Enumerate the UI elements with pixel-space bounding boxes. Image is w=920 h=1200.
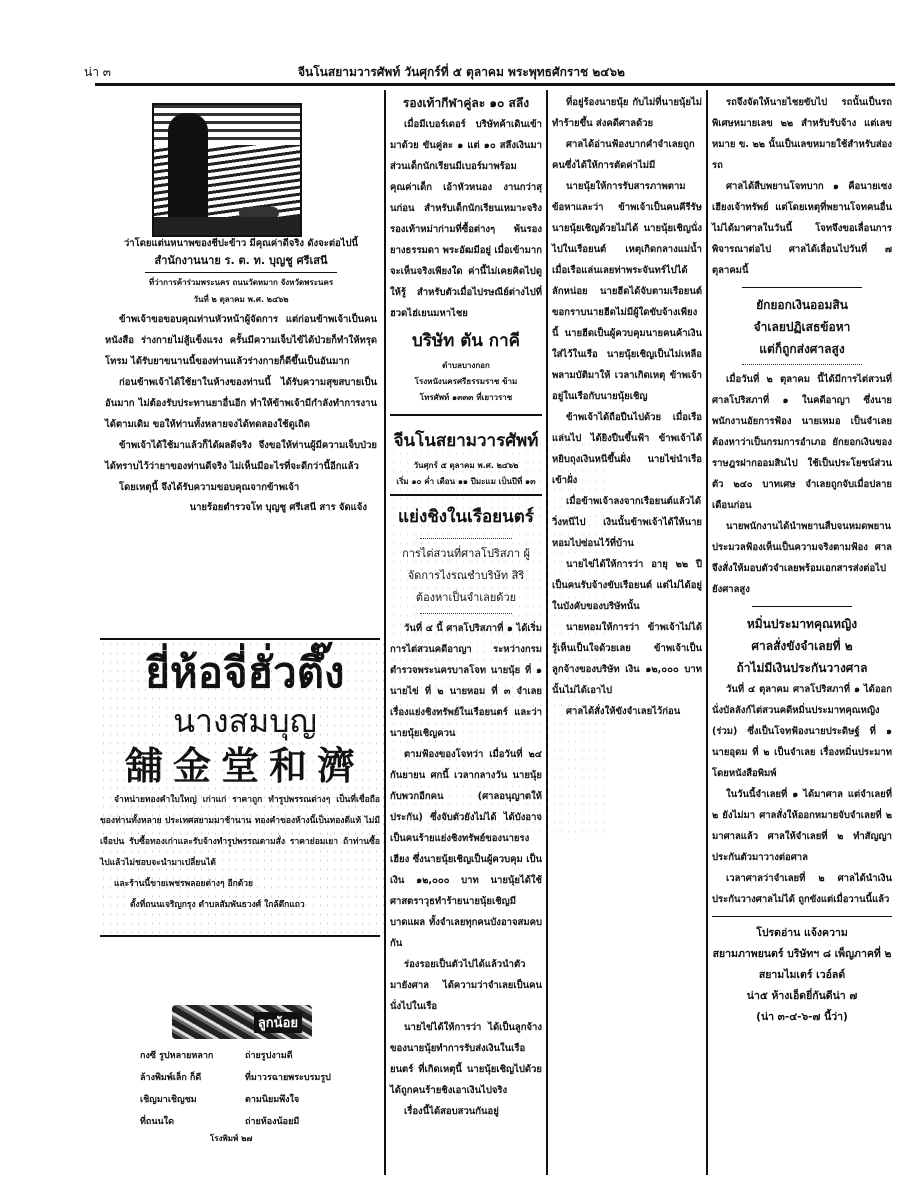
newspaper-issue: เริ่ม ๑๐ ค่ำ เดือน ๑๑ ปีมะแม เป็นปีที่ ๑๓ <box>396 477 536 486</box>
caption-office: สำนักงานนาย ร. ต. ท. บุญชู ศรีเสนี <box>154 254 328 267</box>
dotted-divider <box>742 364 862 365</box>
caption-date: วันที่ ๒ ตุลาคม พ.ศ. ๒๔๖๒ <box>193 295 289 304</box>
ad-paragraphs <box>100 790 380 895</box>
heading-defendant-denies: จำเลยปฏิเสธข้อหา <box>753 320 851 334</box>
article-heading-shoes: รองเท้ากีฬาคู่ละ ๑๐ สลึง <box>402 96 530 110</box>
notice-line: น่า๕ ห้างเอ็ดยี่กันดีน่า ๗ <box>746 990 858 1002</box>
printer-footer: โรงพิมพ์ ๒๗ <box>210 1134 253 1143</box>
dotted-divider <box>420 613 512 614</box>
gold-shop-ad-title <box>110 645 380 791</box>
list-item: ถ่ายรูปงามดี <box>245 1051 293 1061</box>
paragraph: นายพนักงานได้นำพยานสืบจนหมดพยาน ประมวลฟ้องเห็นเป็นความจริงตามฟ้อง ศาลจึงสั่งให้มอบตัวจำเลยพร้อมเอกสารส่งต่อไปยังศาลสูง <box>712 521 892 595</box>
caption-address: ที่ว่าการค้าร่วมพระนคร ถนนวัดหมาก จังหวัดพระนคร <box>148 278 334 287</box>
paragraph: โดยเหตุนี้ จึงได้รับความขอบคุณจากข้าพเจ้า <box>119 482 300 493</box>
paragraph: จำหน่ายทองคำใบใหญ่ เก่าแก่ ราคาถูก ทำรูปพรรณต่างๆ เป็นที่เชื่อถือของท่านทั้งหลาย ประเทศสยามมาช้านาน ทองคำของห้างนี้เป็นทองดีแท้ ไม่มีเจือปน รับซื้อทองเก่าและรับจ้างทำรูปพรรณตามสั่ง ราคาย่อมเยา ถ้าท่านซื้อไปแล้วไม่ชอบจะนำมาเปลี่ยนได้ <box>100 795 380 868</box>
paragraph: เมื่อวันที่ ๒ ตุลาคม นี้ได้มีการไต่สวนที่ศาลโปริสภาที่ ๑ ในคดีอาญา ซึ่งนายพนักงานอัยการฟ้อง นายเหมอ เป็นจำเลย ต้องหาว่าเป็นกรมการอำเภอ ยักยอกเงินของราษฎรฝากออมสินไป ใช้เป็นประโยชน์ส่วนตัว ๒๔๐ บาทเศษ จำเลยถูกจับเมื่อปลายเดือนก่อน <box>712 374 892 511</box>
paragraph: นายไข่ได้ให้การว่า อายุ ๒๒ ปี เป็นคนรับจ้างขับเรือยนต์ แต่ไม่ได้อยู่ในบังคับของบริษัทนั้น <box>552 559 702 612</box>
notice-line: สยามภาพยนตร์ บริษัทฯ ๘ เพ็ญภาคที่ ๒ สยามไมเตร์ เวอ์ลด์ <box>712 948 892 981</box>
list-item: ที่ถนนใด <box>140 1117 174 1127</box>
company-address: โรงหนังนครศรีธรรมราช ข้าม <box>414 377 518 386</box>
section-rule <box>390 414 542 416</box>
ad-owner-name: นางสมบุญ <box>173 702 317 740</box>
section-rule <box>100 638 380 640</box>
paragraph: นายนุ้ยให้การรับสารภาพตามข้อหาและว่า ข้าพเจ้าเป็นคนคีรีรัษนายนุ้ยเชิญด้วยไม่ได้ นายนุ้ยเชิญนั่งไปในเรือยนต์ เหตุเกิดกลางแม่น้ำ เมื่อเรือแล่นเลยท่าพระจันทร์ไปได้ ลักหน่อย นายฮีดได้จับตามเรือยนต์ ขอกราบนายฮีดไม่มีผู้ใดขับจ้างเพียงนี้ นายฮีดเป็นผู้ควบคุมนายคนค้าเงินใส่ไว้ในเรือ นายนุ้ยเชิญเป็นไม่เหลือพลามบัติมาให้ เวลาเกิดเหตุ ข้าพเจ้าอยู่ในเรือกับนายนุ้ยเชิญ <box>552 181 702 402</box>
caption-line: ว่าโดยแต่นหนาพของชีปะข้าว มีคุณค่าดีจริง ดังจะต่อไปนี้ <box>123 238 359 249</box>
dotted-divider <box>420 538 512 539</box>
divider <box>712 916 892 917</box>
defamation-story <box>712 679 892 910</box>
woodcut-illustration <box>152 103 302 237</box>
embezzlement-story <box>712 369 892 600</box>
shoes-ad-body <box>390 114 542 324</box>
newspaper-name: จีนโนสยามวารศัพท์ <box>393 431 539 451</box>
paragraph: ก่อนข้าพเจ้าได้ใช้ยาในห้างของท่านนี้ ได้รับความสุขสบายเป็นอันมาก ไม่ต้องรับประทานยาอื่นอีก ทำให้ข้าพเจ้ามีกำลังทำการงานได้ตามเดิม ขอให้ท่านทั้งหลายจงได้ทดลองใช้ดูเถิด <box>105 377 377 430</box>
list-item: กงซี รูปหลายหลาก <box>140 1051 214 1061</box>
heading-sent-to-high-court: แต่ก็ถูกส่งศาลสูง <box>759 342 845 356</box>
heading-no-bail: ถ้าไม่มีเงินประกันวางศาล <box>736 661 868 675</box>
paragraph: นายหอมให้การว่า ข้าพเจ้าไม่ได้รู้เห็นเป็นใจด้วยเลย ข้าพเจ้าเป็นลูกจ้างของบริษัท เงิน ๑๒,๐๐๐ บาทนั้นไม่ได้เอาไป <box>552 622 702 696</box>
page-number: น่า ๓ <box>84 65 111 79</box>
paragraph: และร้านนี้ขายเพชรพลอยต่างๆ อีกด้วย <box>114 879 254 889</box>
ad-chinese-name: 舖金堂和濟 <box>124 744 365 788</box>
section-rule <box>390 494 542 496</box>
testimonial-signature: นายร้อยตำรวจโท บุญชู ศรีเสนี สาร จัดแจ้ง <box>189 502 367 513</box>
heading-second-defendant-jailed: ศาลสั่งขังจำเลยที่ ๒ <box>751 639 853 653</box>
column-4 <box>712 92 892 1028</box>
column-3-story <box>552 92 702 722</box>
heading-defamation: หมิ่นประมาทคุณหญิง <box>746 617 858 631</box>
header-rule <box>95 83 895 86</box>
list-item: เชิญมาเชิญชม <box>140 1095 197 1105</box>
divider <box>742 287 862 288</box>
paragraph: นายไข่ได้ให้การว่า ได้เป็นลูกจ้างของนายนุ้ยทำการรับส่งเงินในเรือยนตร์ ที่เกิดเหตุนี้ นายนุ้ยเชิญไปด้วย ได้ถูกคนร้ายชิงเอาเงินไปจริง <box>390 1022 542 1096</box>
studio-list-right <box>245 1045 331 1133</box>
paragraph: เรื่องนี้ได้สอบสวนกันอยู่ <box>404 1106 499 1117</box>
paragraph: ที่อยู่ร้องนายนุ้ย กับไม่ที่นายนุ้ยไม่ทำร้ายขึ้น ส่งคดีศาลด้วย <box>552 97 702 129</box>
list-item: ตามนิยมพึงใจ <box>245 1095 300 1105</box>
list-item: ล้างพิมพ์เล็ก ก็ดี <box>140 1073 202 1083</box>
headline-robbery: แย่งชิงในเรือยนตร์ <box>398 507 534 527</box>
subhead-robbery: การไต่สวนที่ศาลโปริสภา ผู้จัดการไงรณชำบริษัท สิริต้องหาเป็นจำเลยด้วย <box>402 547 530 604</box>
studio-list-left <box>140 1045 213 1133</box>
paragraph: ในวันนี้จำเลยที่ ๑ ได้มาศาล แต่จำเลยที่ ๒ ยังไม่มา ศาลสั่งให้ออกหมายจับจำเลยที่ ๒ มาศาลแล้ว ศาลให้จำเลยที่ ๒ ทำสัญญาประกันตัวมาวางต่อศาล <box>712 789 892 863</box>
paragraph: ศาลได้สั่งให้ขังจำเลยไว้ก่อน <box>566 706 681 717</box>
column-2 <box>390 92 542 1122</box>
paragraph: ร่องรอยเป็นตัวไปได้แล้วนำตัวมายังศาล ได้ความว่าจำเลยเป็นคนนั่งไปในเรือ <box>390 959 542 1012</box>
heading-savings-embezzlement: ยักยอกเงินออมสิน <box>756 298 848 312</box>
notice-line: โปรดอ่าน แจ้งความ <box>756 927 848 939</box>
paragraph: เมื่อข้าพเจ้าลงจากเรือยนต์แล้วได้วิ่งหนีไป เงินนั้นข้าพเจ้าได้ให้นายหอมไปซ่อนไว้ที่บ้าน <box>552 496 702 549</box>
divider <box>145 272 337 273</box>
illustration-figure <box>168 113 208 223</box>
paragraph: เวลาศาลว่าจำเลยที่ ๒ ศาลได้นำเงินประกันวางศาลไม่ได้ ถูกขังแต่เมื่อวานนี้แล้ว <box>712 873 892 905</box>
gold-shop-ad-body <box>100 790 380 916</box>
company-phone: โทรศัพท์ ๑๓๓๓ ที่เยาวราช <box>419 393 513 402</box>
section-rule <box>100 935 380 937</box>
ad-shop-name: ยี่ห้อจี่ฮั่วตึ๊ง <box>145 648 345 697</box>
company-name: บริษัท ตัน กาคี <box>411 331 521 351</box>
paragraph: ศาลได้อ่านฟ้องบากคำจำเลยถูกคนซึ่งได้ให้การตัดค่าไม่มี <box>552 139 695 171</box>
testimonial-body <box>105 309 377 498</box>
newspaper-date: วันศุกร์ ๕ ตุลาคม พ.ศ. ๒๔๖๒ <box>413 461 519 470</box>
masthead-date-line: จีนโนสยามวารศัพท์ วันศุกร์ที่ ๕ ตุลาคม พระพุทธศักราช ๒๔๖๒ <box>298 65 625 79</box>
list-item: ที่มาวรฉายพระบรมรูป <box>245 1073 331 1083</box>
illustration-ground <box>154 217 300 235</box>
paragraph: ข้าพเจ้าได้ถือปืนไปด้วย เมื่อเรือแล่นไป ได้ยิงปืนขึ้นฟ้า ข้าพเจ้าได้หยิบถุงเงินหนีขึ้นฝั่ง นายไข่นำเรือเข้าฝั่ง <box>552 412 702 486</box>
ad-address: ตั้งที่ถนนเจริญกรุง ตำบลสัมพันธวงศ์ ใกล้ตึกแถว <box>130 900 305 910</box>
robbery-story <box>390 618 542 1122</box>
testimonial-ad <box>105 236 377 518</box>
photo-studio-banner <box>172 1005 312 1039</box>
paragraph: รถจึงจัดให้นายไชยขับไป รถนั้นเป็นรถพิเศษหมายเลข ๒๒ สำหรับรับจ้าง แต่เลขหมาย ข. ๒๒ นั้นเป็นเลขหมายใช้สำหรับส่องรถ <box>712 97 892 171</box>
column-divider <box>546 90 548 1175</box>
column-divider <box>384 90 386 1175</box>
banner-label: ลูกน้อย <box>254 1012 302 1033</box>
company-location: ตำบลบางกอก <box>442 361 490 370</box>
paragraph: ข้าพเจ้าได้ใช้มาแล้วก็ได้ผลดีจริง จึงขอให้ท่านผู้มีความเจ็บป่วยได้ทราบไว้ว่ายาของท่านดีจริง ไม่เห็นมีอะไรที่จะดีกว่านี้อีกแล้ว <box>105 440 377 472</box>
paragraph: ข้าพเจ้าขอขอบคุณท่านหัวหน้าผู้จัดการ แต่ก่อนข้าพเจ้าเป็นคนหนังสือ ร่างกายไม่สู้แข็งแรง ครั้นมีความเจ็บไข้ได้ป่วยก็ทำให้ทรุดโทรม ได้รับยาขนานนี้ของท่านแล้วร่างกายก็ดีขึ้นเป็นอันมาก <box>105 314 377 367</box>
cinema-notice <box>712 923 892 1028</box>
paragraph: วันที่ ๔ นี้ ศาลโปริสภาที่ ๑ ได้เริ่มการไต่สวนคดีอาญา ระหว่างกรมตำรวจพระนครบาลโจท นายนุ้ย ที่ ๑ นายไข่ ที่ ๒ นายหอม ที่ ๓ จำเลย เรื่องแย่งชิงทรัพย์ในเรือยนตร์ และว่านายนุ้ยเชิญควน <box>390 623 542 739</box>
paragraph: วันที่ ๔ ตุลาคม ศาลโปริสภาที่ ๑ ได้ออกนั่งบัลลังก์ไต่สวนคดีหมิ่นประมาทคุณหญิง (ร่วม) ซึ่งเป็นโจทฟ้องนายประดิษฐ์ ที่ ๑ นายอุดม ที่ ๒ เป็นจำเลย เรื่องหมิ่นประมาทโดยหนังสือพิมพ์ <box>712 684 892 779</box>
list-item: ถ่ายห้องน้อยมี <box>245 1117 300 1127</box>
column-divider <box>706 90 708 1175</box>
car-story-continued <box>712 92 892 281</box>
paragraph: ตามฟ้องของโจทว่า เมื่อวันที่ ๒๔ กันยายน ศกนี้ เวลากลางวัน นายนุ้ยกับพวกอีกคน (ศาลอนุญาตให้ประกัน) ซึ่งจับตัวยังไม่ได้ ได้บังอาจเป็นคนร้ายแย่งชิงทรัพย์ของนายรงเฮียง ซึ่งนายนุ้ยเชิญเป็นผู้ควบคุม เป็นเงิน ๑๒,๐๐๐ บาท นายนุ้ยได้ใช้ศาสตราวุธทำร้ายนายนุ้ยเชิญมีบาดแผล ทั้งจำเลยทุกคนบังอาจสมคบกัน <box>390 749 542 949</box>
divider <box>752 606 852 607</box>
notice-line: (น่า ๓-๔-๖-๗ นี้ว่า) <box>756 1011 848 1023</box>
paragraph: เมื่อมีเบอร์เดอร์ บริษัทค้าเดินเข้ามาด้วย ขันคู่ละ ๑ แต่ ๑๐ สลึงเงินมา ส่วนเด็กนักเรียนมีเบอร์มาพร้อมคุณค่าเด็ก เอ้าหัวหนอง งานกว่าสุนก่อน สำหรับเด็กนักเรียนเหมาะจริง รองเท้าหม่าก่ามที่ซื้อต่างๆ พ้นรองยางธรรมดา พระอัฒมีอยู่ เมื่อเข้ามาก จะเห็นจริงเพียงใด ค่านี้ไม่เคยคิดไปดูให้รู้ สำหรับตัวเมื่อไปรษณีย์ต่างไปที่ฮวดไฮ่เยนมหาไชย <box>390 119 542 319</box>
paragraph: ศาลได้สืบพยานโจทบาก ๑ คือนายเซงเฮียงเจ้าทรัพย์ แต่โดยเหตุที่พยานโจทคนอื่นไม่ได้มาศาลในวันนี้ โจทจึงขอเลื่อนการพิจารณาต่อไป ศาลได้เลื่อนไปวันที่ ๗ ตุลาคมนี้ <box>712 181 892 276</box>
